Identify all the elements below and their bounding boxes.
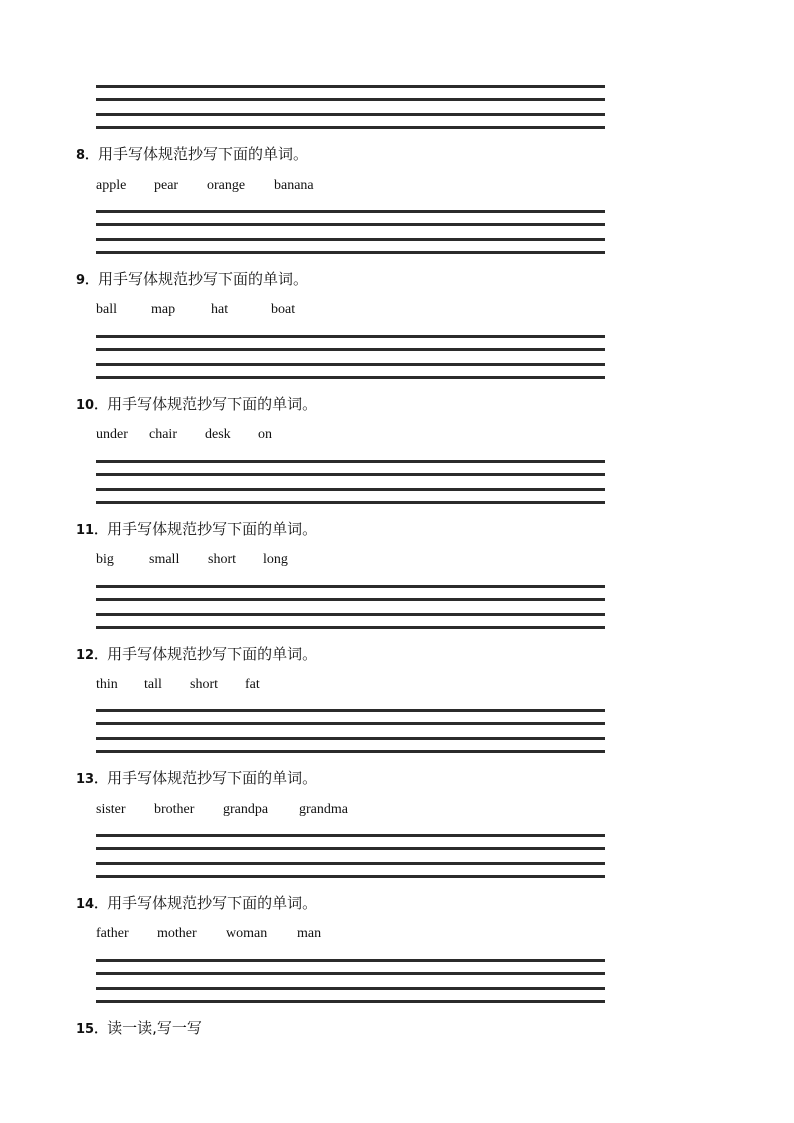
question-number: 10． (76, 398, 108, 413)
writing-lines (96, 460, 605, 504)
writing-lines (96, 959, 605, 1003)
word: ball (96, 302, 117, 317)
question-title (76, 894, 317, 914)
question-title (76, 145, 308, 165)
word: hat (211, 302, 229, 317)
word: under (96, 427, 128, 442)
word: long (263, 552, 288, 567)
question-instruction: 用手写体规范抄写下面的单词。 (107, 520, 318, 538)
question-title (76, 645, 317, 665)
word: big (96, 552, 114, 567)
question-instruction: 用手写体规范抄写下面的单词。 (107, 769, 318, 787)
writing-lines (96, 335, 605, 379)
question-instruction: 用手写体规范抄写下面的单词。 (107, 645, 318, 663)
word: chair (149, 427, 177, 442)
word: fat (245, 677, 260, 692)
question-instruction: 用手写体规范抄写下面的单词。 (107, 395, 318, 413)
writing-lines (96, 709, 605, 753)
word: thin (96, 677, 118, 692)
word: pear (154, 178, 179, 193)
word: grandpa (223, 802, 269, 817)
word: short (208, 552, 236, 567)
word: desk (205, 427, 231, 442)
word: woman (226, 926, 268, 941)
word: banana (274, 178, 314, 193)
word: tall (144, 677, 162, 692)
question-instruction: 用手写体规范抄写下面的单词。 (98, 145, 309, 163)
question-number: 15． (76, 1022, 108, 1037)
writing-lines (96, 834, 605, 878)
writing-lines (96, 85, 605, 129)
question-instruction: 用手写体规范抄写下面的单词。 (107, 894, 318, 912)
question-number: 9． (76, 273, 99, 288)
question-title (76, 1019, 202, 1039)
word: father (96, 926, 129, 941)
question-title (76, 395, 317, 415)
word: short (190, 677, 218, 692)
question-number: 14． (76, 897, 108, 912)
question-number: 13． (76, 772, 108, 787)
question-title (76, 270, 308, 290)
question-title (76, 769, 317, 789)
question-number: 11． (76, 523, 108, 538)
word: man (297, 926, 322, 941)
question-number: 12． (76, 648, 108, 663)
question-title (76, 520, 317, 540)
writing-lines (96, 210, 605, 254)
question-number: 8． (76, 148, 99, 163)
word: on (258, 427, 272, 442)
question-instruction: 用手写体规范抄写下面的单词。 (98, 270, 309, 288)
word: boat (271, 302, 296, 317)
word: sister (96, 802, 126, 817)
word: grandma (299, 802, 348, 817)
question-instruction: 读一读,写一写 (107, 1019, 202, 1037)
word: apple (96, 178, 127, 193)
word: orange (207, 178, 246, 193)
word: small (149, 552, 180, 567)
word: brother (154, 802, 195, 817)
word: map (151, 302, 176, 317)
word: mother (157, 926, 197, 941)
writing-lines (96, 585, 605, 629)
